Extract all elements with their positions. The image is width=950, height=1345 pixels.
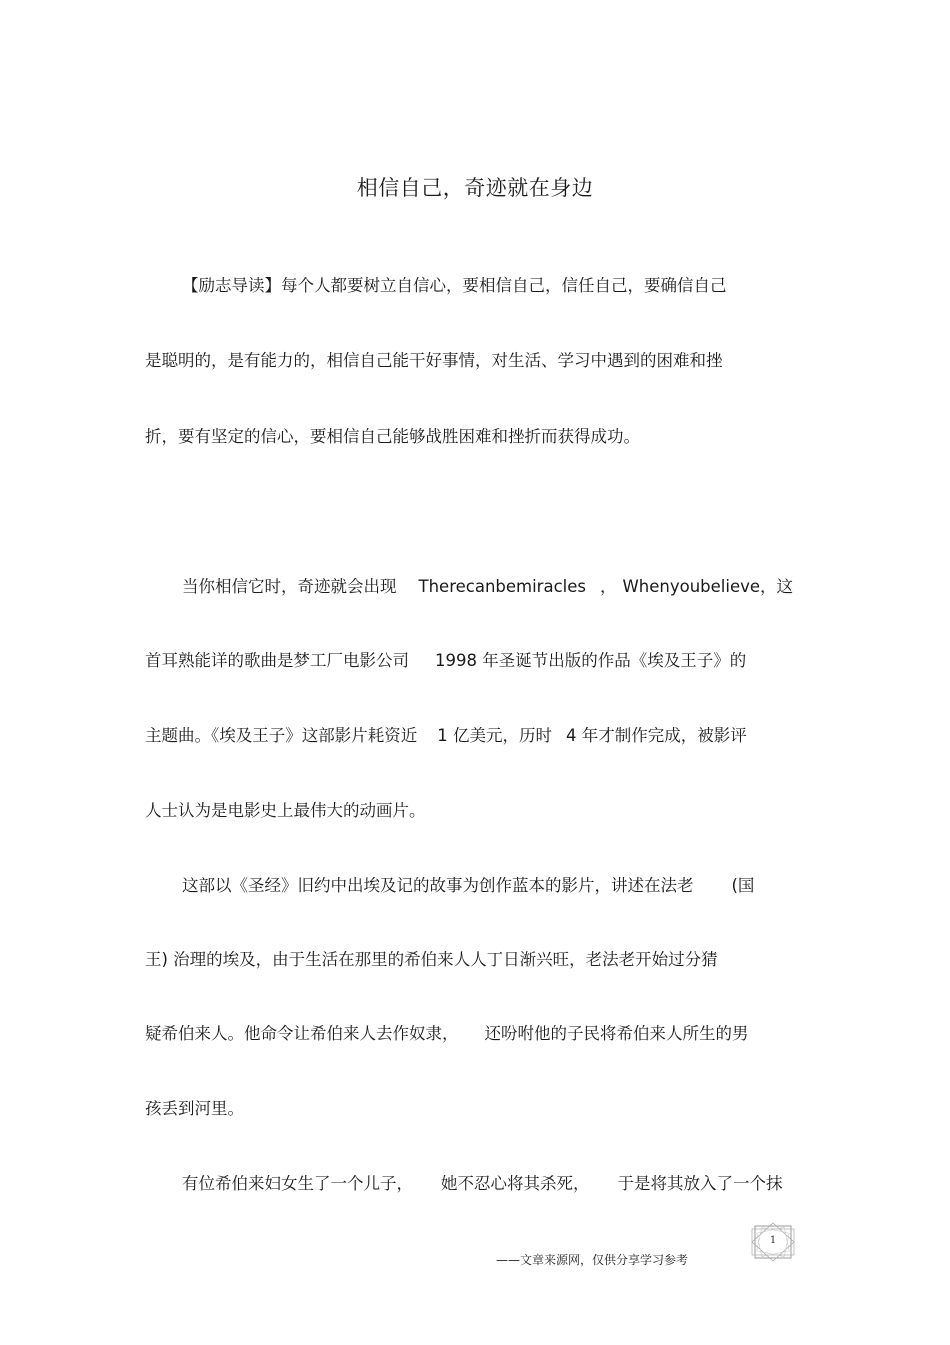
intro-line-2: 是聪明的，是有能力的，相信自己能干好事情，对生活、学习中遇到的困难和挫: [145, 351, 723, 370]
paragraph-1-line-3: [145, 725, 747, 747]
text-run: ，这: [760, 577, 794, 596]
intro-line-3: 折，要有坚定的信心，要相信自己能够战胜困难和挫折而获得成功。: [145, 427, 640, 446]
text-run-latin: Therecanbemiracles: [418, 577, 586, 596]
text-run: ，: [599, 577, 617, 596]
text-run: 4 年才制作完成，被影评: [566, 726, 747, 745]
paragraph-1-line-4: 人士认为是电影史上最伟大的动画片。: [145, 801, 426, 820]
text-run: 疑希伯来人。他命令让希伯来人去作奴隶，: [145, 1024, 459, 1043]
page-title: 相信自己，奇迹就在身边: [356, 176, 594, 200]
text-run: 这部以《圣经》旧约中出埃及记的故事为创作蓝本的影片，讲述在法老: [182, 876, 694, 895]
text-run: 有位希伯来妇女生了一个儿子，: [182, 1174, 413, 1193]
text-run: 主题曲。《埃及王子》这部影片耗资近: [145, 726, 418, 745]
paragraph-2-line-3: [145, 1023, 749, 1045]
text-run: 还吩咐他的子民将希伯来人所生的男: [484, 1024, 749, 1043]
text-run: 于是将其放入了一个抹: [617, 1174, 783, 1193]
paragraph-2-line-4: 孩丢到河里。: [145, 1099, 244, 1118]
text-run: 当你相信它时，奇迹就会出现: [182, 577, 397, 596]
intro-line-1: 【励志导读】每个人都要树立自信心，要相信自己，信任自己，要确信自己: [182, 276, 727, 295]
text-run: (国: [731, 876, 755, 895]
paragraph-3-line-1: [182, 1173, 783, 1195]
text-run-latin: Whenyoubelieve: [622, 577, 761, 596]
paragraph-2-line-2: 王) 治理的埃及，由于生活在那里的希伯来人人丁日渐兴旺，老法老开始过分猜: [145, 950, 718, 969]
paragraph-1-line-1: [182, 576, 793, 598]
text-run: 首耳熟能详的歌曲是梦工厂电影公司: [145, 651, 409, 670]
paragraph-2-line-1: [182, 875, 754, 897]
page-number: 1: [769, 1235, 777, 1246]
footer-source-note: ——文章来源网，仅供分享学习参考: [496, 1253, 689, 1267]
page-number-badge: [749, 1222, 797, 1262]
text-run: 1 亿美元，历时: [437, 726, 552, 745]
paragraph-1-line-2: [145, 650, 746, 672]
text-run: 1998 年圣诞节出版的作品《埃及王子》的: [435, 651, 747, 670]
text-run: 她不忍心将其杀死，: [441, 1174, 590, 1193]
